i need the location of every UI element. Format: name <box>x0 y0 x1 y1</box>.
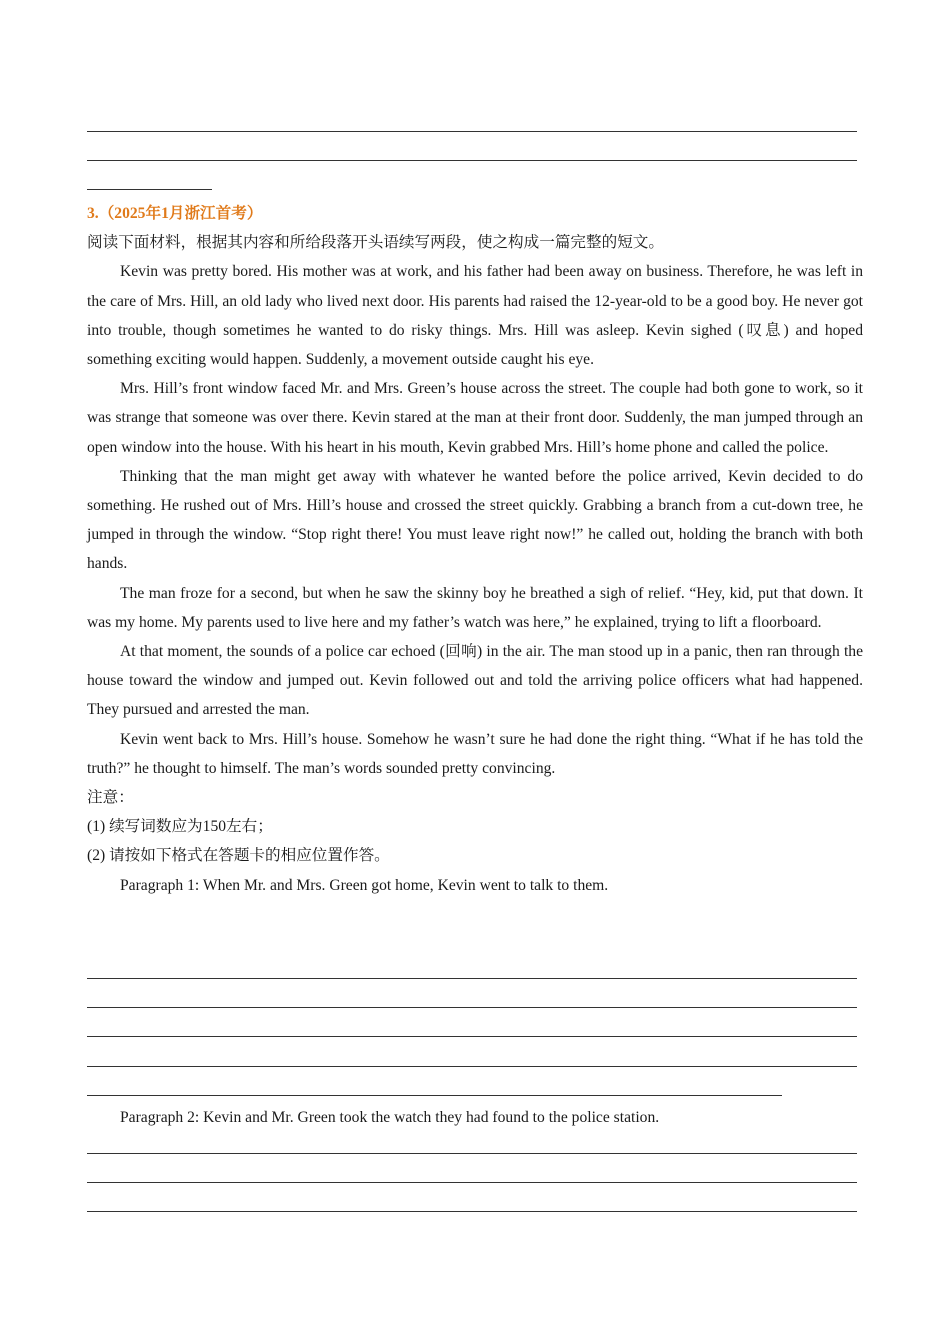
answer-line <box>87 1211 857 1212</box>
answer-line <box>87 160 857 161</box>
answer-line <box>87 1095 782 1096</box>
question-instruction: 阅读下面材料，根据其内容和所给段落开头语续写两段，使之构成一篇完整的短文。 <box>87 234 664 252</box>
paragraph-1-prompt: Paragraph 1: When Mr. and Mrs. Green got home, Kevin went to talk to them. <box>120 876 609 894</box>
story-paragraph: Kevin was pretty bored. His mother was at work, and his father had been away on business. Therefore, he was left in the care of Mrs. Hill, an old lady who lived next door. His parents had raised the 12-year-old to be a good boy. He never got into trouble, though sometimes he wanted to do risky things. Mrs. Hill was asleep. Kevin sighed (叹息) and hoped something exciting would happen. Suddenly, a movement outside caught his eye. <box>87 263 863 369</box>
note-word-count: (1) 续写词数应为150左右； <box>87 818 273 836</box>
answer-line <box>87 978 857 979</box>
story-paragraph: Thinking that the man might get away with whatever he wanted before the police arrived, Kevin decided to do something. He rushed out of Mrs. Hill’s house and crossed the street quickly. Grabbing a branch from a cut-down tree, he jumped in through the window. “Stop right there! You must leave right now!” he called out, holding the branch with both hands. <box>87 467 863 573</box>
question-block <box>87 199 863 900</box>
notes-title: 注意： <box>87 789 134 807</box>
question-heading: 3.（2025年1月浙江首考） <box>87 205 263 222</box>
answer-line <box>87 1007 857 1008</box>
answer-line <box>87 1153 857 1154</box>
answer-line <box>87 189 212 190</box>
story-paragraph: The man froze for a second, but when he saw the skinny boy he breathed a sigh of relief. “Hey, kid, put that down. It was my home. My parents used to live here and my father’s watch was here,” he explained, trying to lift a floorboard. <box>87 584 863 631</box>
answer-line <box>87 1036 857 1037</box>
answer-line <box>87 131 857 132</box>
answer-line <box>87 1182 857 1183</box>
paragraph-2-prompt: Paragraph 2: Kevin and Mr. Green took the watch they had found to the police station. <box>120 1109 660 1126</box>
paragraph-2-block <box>87 1103 863 1132</box>
story-paragraph: Mrs. Hill’s front window faced Mr. and Mrs. Green’s house across the street. The couple had both gone to work, so it was strange that someone was over there. Kevin stared at the man at their front door. Suddenly, the man jumped through an open window into the house. With his heart in his mouth, Kevin grabbed Mrs. Hill’s home phone and called the police. <box>87 380 863 456</box>
story-paragraph: Kevin went back to Mrs. Hill’s house. Somehow he wasn’t sure he had done the right thing. “What if he has told the truth?” he thought to himself. The man’s words sounded pretty convincing. <box>87 730 863 777</box>
answer-line <box>87 1066 857 1067</box>
note-format: (2) 请按如下格式在答题卡的相应位置作答。 <box>87 847 390 865</box>
story-paragraph: At that moment, the sounds of a police car echoed (回响) in the air. The man stood up in a panic, then ran through the house toward the window and jumped out. Kevin followed out and told the arriving police officers what had happened. They pursued and arrested the man. <box>87 643 863 719</box>
